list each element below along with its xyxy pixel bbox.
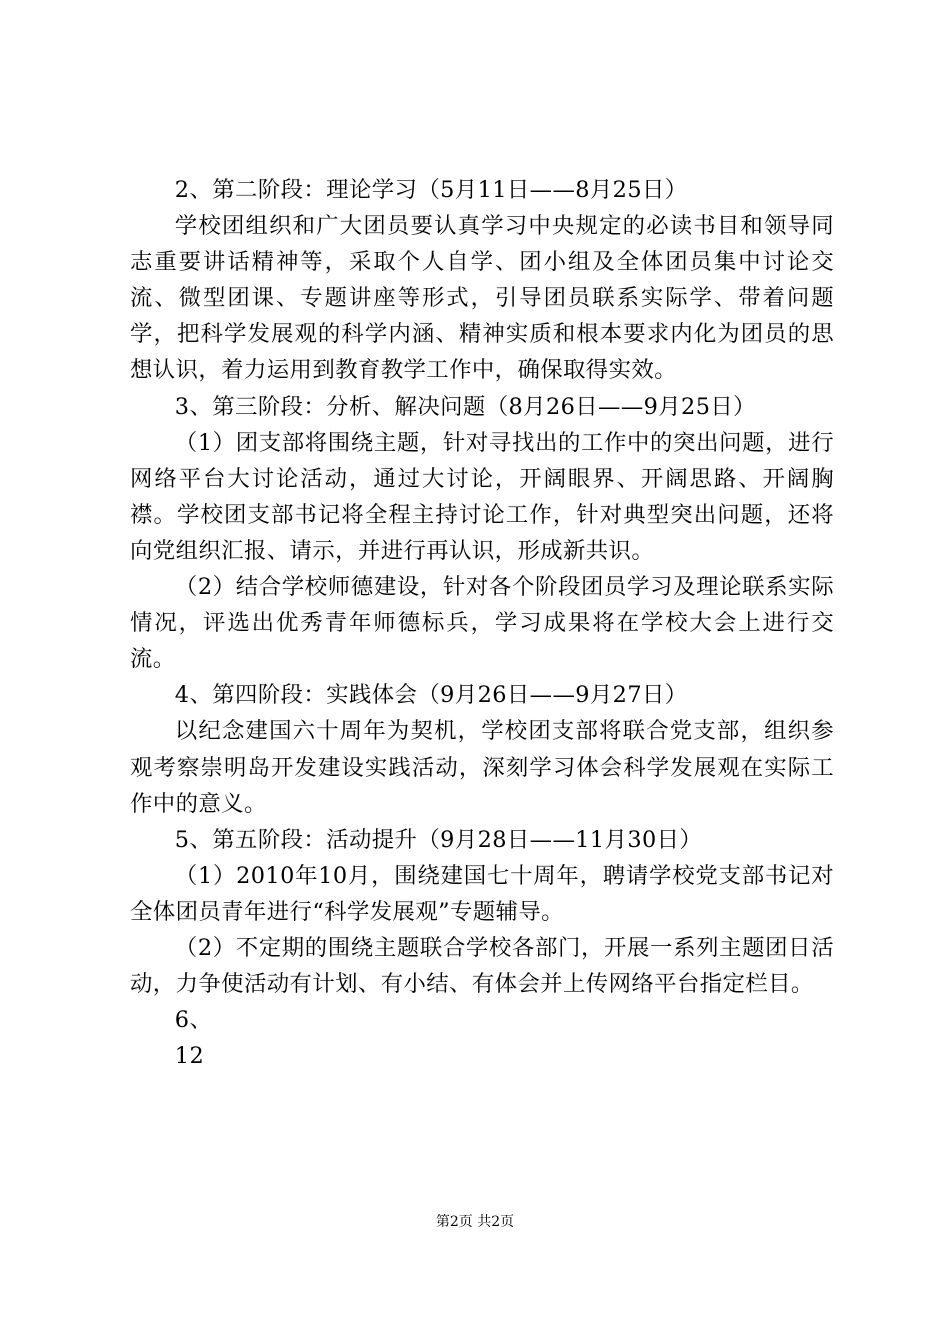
heading-stage-three: 3、第三阶段：分析、解决问题（8月26日——9月25日） xyxy=(174,393,756,420)
paragraph-stage-four-body: 以纪念建国六十周年为契机，学校团支部将联合党支部，组织参观考察崇明岛开发建设实践活动，深刻学习体会科学发展观在实际工作中的意义。 xyxy=(130,718,834,817)
document-body xyxy=(130,172,834,1074)
paragraph-stage-three-item-1: （1）团支部将围绕主题，针对寻找出的工作中的突出问题，进行网络平台大讨论活动，通过大讨论，开阔眼界、开阔思路、开阔胸襟。学校团支部书记将全程主持讨论工作，针对典型突出问题，还将向党组织汇报、请示，并进行再认识，形成新共识。 xyxy=(130,429,834,564)
heading-stage-five: 5、第五阶段：活动提升（9月28日——11月30日） xyxy=(174,826,703,853)
heading-stage-two: 2、第二阶段：理论学习（5月11日——8月25日） xyxy=(174,177,688,203)
paragraph-item-12: 12 xyxy=(174,1043,205,1070)
page-footer: 第2页 共2页 xyxy=(435,1214,515,1230)
paragraph-stage-five-item-1: （1）2010年10月，围绕建国七十周年，聘请学校党支部书记对全体团员青年进行“科学发展观”专题辅导。 xyxy=(130,862,834,925)
paragraph-stage-three-item-2: （2）结合学校师德建设，针对各个阶段团员学习及理论联系实际情况，评选出优秀青年师德标兵，学习成果将在学校大会上进行交流。 xyxy=(130,574,834,673)
heading-stage-four: 4、第四阶段：实践体会（9月26日——9月27日） xyxy=(174,682,688,709)
paragraph-item-6: 6、 xyxy=(174,1007,213,1034)
paragraph-stage-two-body: 学校团组织和广大团员要认真学习中央规定的必读书目和领导同志重要讲话精神等，采取个人自学、团小组及全体团员集中讨论交流、微型团课、专题讲座等形式，引导团员联系实际学、带着问题学，把科学发展观的科学内涵、精神实质和根本要求内化为团员的思想认识，着力运用到教育教学工作中，确保取得实效。 xyxy=(130,213,834,384)
paragraph-stage-five-item-2: （2）不定期的围绕主题联合学校各部门，开展一系列主题团日活动，力争使活动有计划、有小结、有体会并上传网络平台指定栏目。 xyxy=(130,934,834,998)
